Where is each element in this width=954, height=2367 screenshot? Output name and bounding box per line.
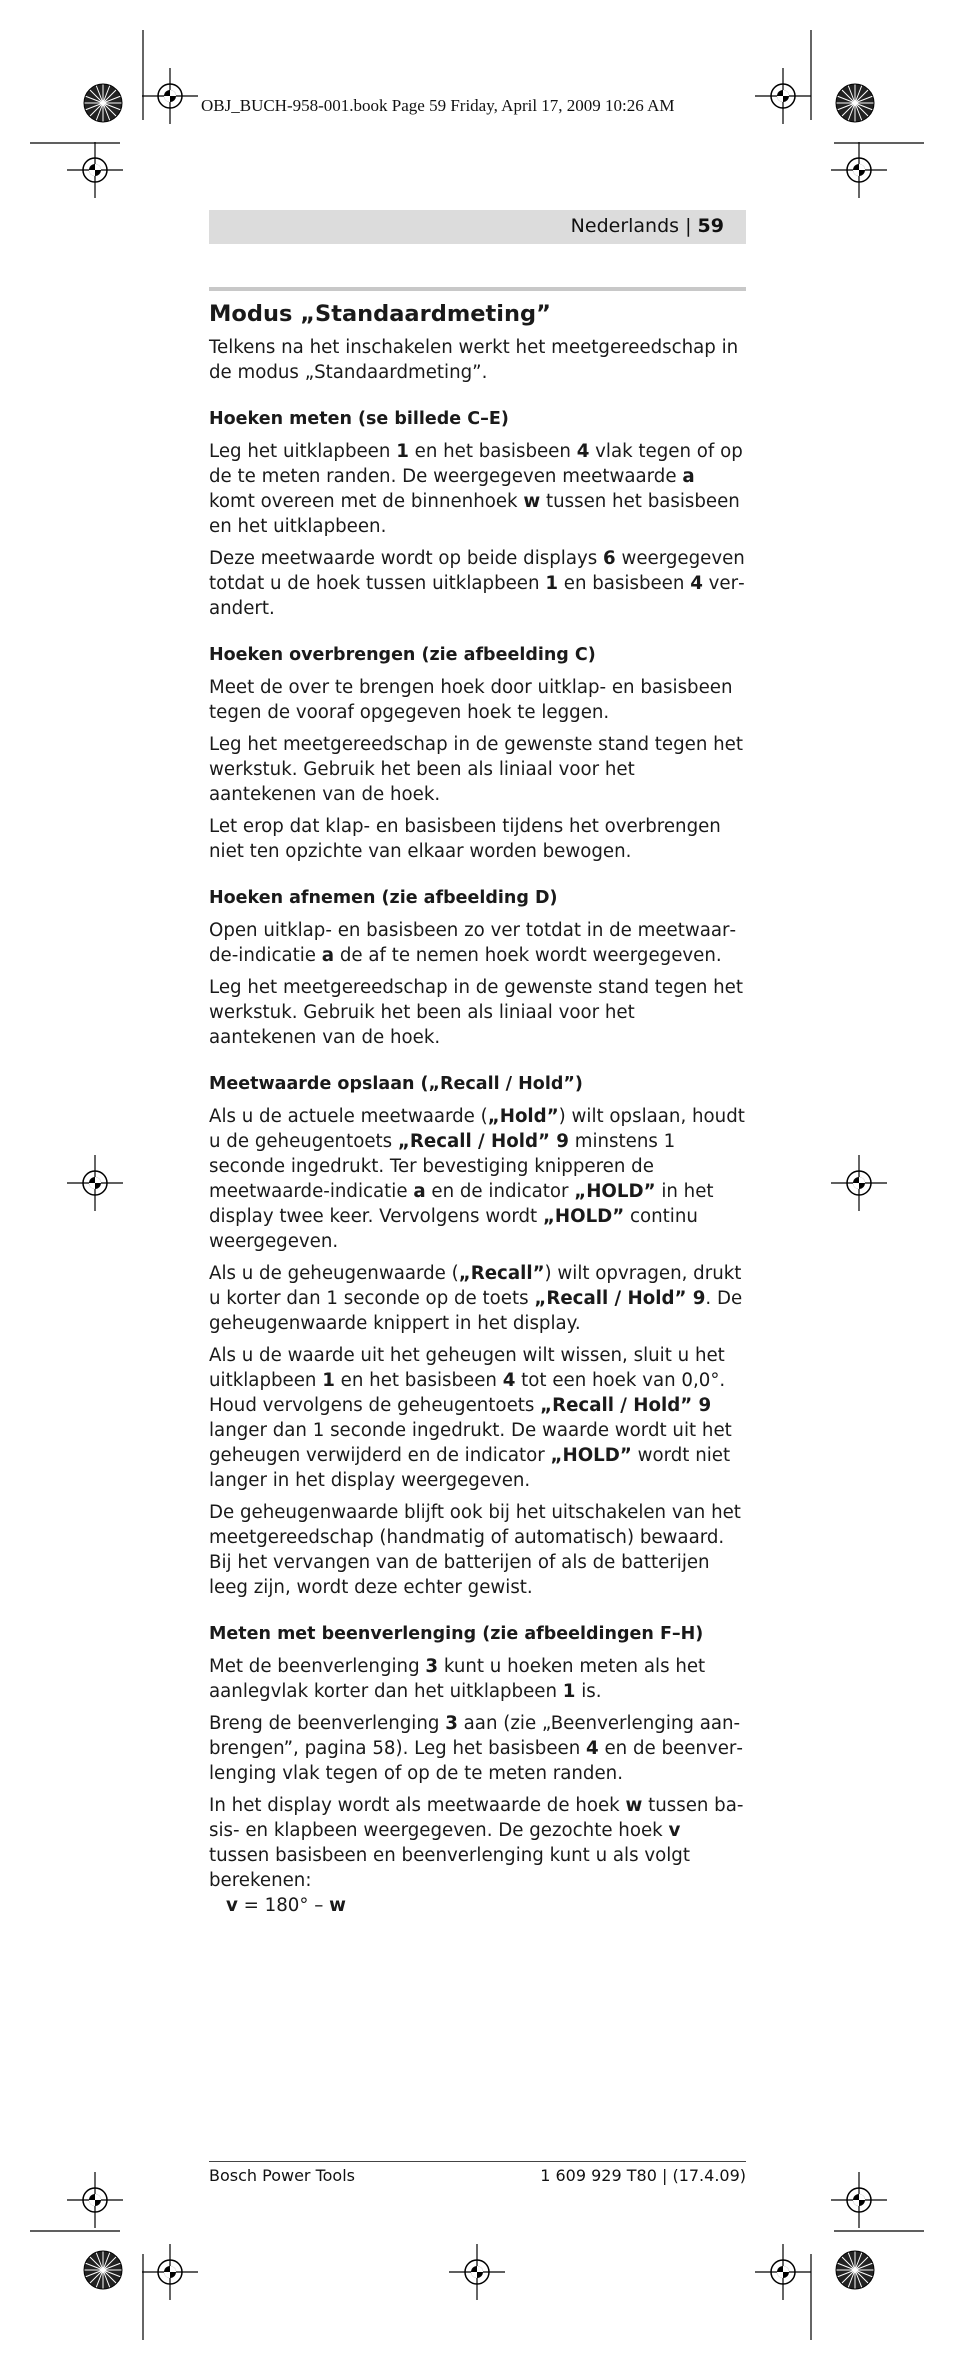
intro-paragraph: Telkens na het inschakelen werkt het meetgereedschap in de modus „Standaardmeting”. — [209, 337, 739, 383]
store-paragraph-4: De geheugenwaarde blijft ook bij het uitschakelen van het meetgereedschap (handmatig of automatisch) bewaard. Bij het vervangen van de batterijen of als de batterijen leeg zijn, wordt deze echter gewist. — [209, 1502, 741, 1598]
store-paragraph-2: Als u de geheugenwaarde („Recall”) wilt opvragen, drukt u korter dan 1 seconde op de toets „Recall / Hold” 9. De geheugenwaarde knippert in het display. — [209, 1263, 743, 1334]
heading-leg-extension: Meten met beenverlenging (zie afbeeldingen F–H) — [209, 1624, 704, 1644]
footer-doc-number: 1 609 929 T80 | (17.4.09) — [540, 2166, 746, 2185]
take-paragraph-2: Leg het meetgereedschap in de gewenste stand tegen het werkstuk. Gebruik het been als liniaal voor het aantekenen van de hoek. — [209, 977, 743, 1048]
transfer-paragraph-2: Leg het meetgereedschap in de gewenste stand tegen het werkstuk. Gebruik het been als liniaal voor het aantekenen van de hoek. — [209, 734, 743, 805]
footer-rule — [209, 2161, 746, 2162]
print-slug: OBJ_BUCH-958-001.book Page 59 Friday, April 17, 2009 10:26 AM — [201, 96, 675, 115]
heading-store-value: Meetwaarde opslaan („Recall / Hold”) — [209, 1074, 583, 1094]
measure-paragraph-2: Deze meetwaarde wordt op beide displays 6 weergegeven totdat u de hoek tussen uitklapbeen 1 en basisbeen 4 verandert. — [209, 548, 745, 619]
formula: v = 180° – w — [226, 1895, 346, 1916]
heading-take-angles: Hoeken afnemen (zie afbeelding D) — [209, 888, 558, 908]
heading-transfer-angles: Hoeken overbrengen (zie afbeelding C) — [209, 645, 596, 665]
header-page-number: 59 — [697, 215, 724, 237]
page-header — [209, 210, 746, 244]
section-title: Modus „Standaardmeting” — [209, 301, 551, 327]
transfer-paragraph-1: Meet de over te brengen hoek door uitklap- en basisbeen tegen de vooraf opgegeven hoek te leggen. — [209, 677, 733, 723]
heading-measure-angles: Hoeken meten (se billede C–E) — [209, 409, 509, 429]
header-language: Nederlands | — [570, 215, 692, 237]
measure-paragraph-1: Leg het uitklapbeen 1 en het basisbeen 4 vlak tegen of op de te meten randen. De weergegeven meetwaarde a komt overeen met de binnenhoek w tussen het basisbeen en het uitklapbeen. — [209, 441, 743, 537]
extension-paragraph-3: In het display wordt als meetwaarde de hoek w tussen basis- en klapbeen weergegeven. De gezochte hoek v tussen basisbeen en beenverlenging kunt u als volgt berekenen: — [209, 1795, 744, 1891]
store-paragraph-1: Als u de actuele meetwaarde („Hold”) wilt opslaan, houdt u de geheugentoets „Recall / Hold” 9 minstens 1 seconde ingedrukt. Ter bevestiging knipperen de meetwaarde-indicatie a en de indicator „HOLD” in het display twee keer. Vervolgens wordt „HOLD” continu weergegeven. — [209, 1106, 745, 1252]
header-text — [571, 215, 724, 237]
transfer-paragraph-3: Let erop dat klap- en basisbeen tijdens het overbrengen niet ten opzichte van elkaar worden bewogen. — [209, 816, 721, 862]
extension-paragraph-2: Breng de beenverlenging 3 aan (zie „Beenverlenging aanbrengen”, pagina 58). Leg het basisbeen 4 en de beenverlenging vlak tegen of op de te meten randen. — [209, 1713, 743, 1784]
extension-paragraph-1: Met de beenverlenging 3 kunt u hoeken meten als het aanlegvlak korter dan het uitklapbeen 1 is. — [209, 1656, 706, 1702]
main-content — [209, 287, 746, 1925]
take-paragraph-1: Open uitklap- en basisbeen zo ver totdat in de meetwaarde-indicatie a de af te nemen hoek wordt weergegeven. — [209, 920, 737, 966]
footer-publisher: Bosch Power Tools — [209, 2166, 355, 2185]
store-paragraph-3: Als u de waarde uit het geheugen wilt wissen, sluit u het uitklapbeen 1 en het basisbeen 4 tot een hoek van 0,0°. Houd vervolgens de geheugentoets „Recall / Hold” 9 langer dan 1 seconde ingedrukt. De waarde wordt uit het geheugen verwijderd en de indicator „HOLD” wordt niet langer in het display weergegeven. — [209, 1345, 732, 1491]
section-rule — [209, 287, 746, 291]
